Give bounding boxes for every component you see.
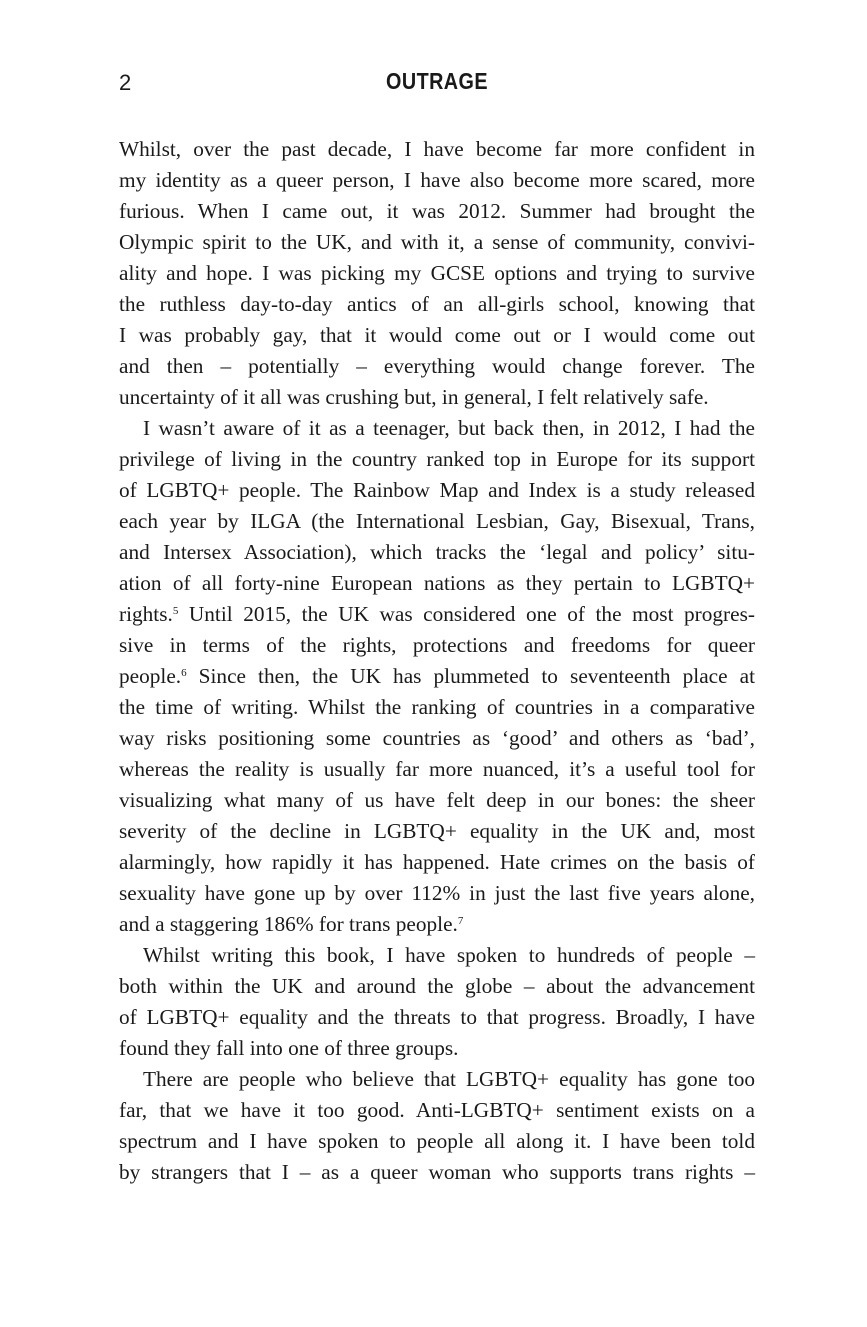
text-line: severity of the decline in LGBTQ+ equality in the UK and, most (119, 819, 755, 843)
text-line-with-footnote (119, 909, 755, 940)
footnote-marker-7[interactable]: 7 (457, 915, 464, 927)
page-header (119, 68, 755, 102)
text-segment: and a staggering 186% for trans people. (119, 912, 458, 936)
page-number: 2 (119, 70, 132, 95)
text-line: privilege of living in the country ranked top in Europe for its support (119, 447, 755, 471)
text-line: each year by ILGA (the International Lesbian, Gay, Bisexual, Trans, (119, 509, 755, 533)
text-line: sive in terms of the rights, protections and freedoms for queer (119, 633, 755, 657)
text-line: There are people who believe that LGBTQ+ equality has gone too (143, 1067, 755, 1091)
paragraph-3 (119, 940, 755, 1064)
text-line: of LGBTQ+ people. The Rainbow Map and Index is a study released (119, 478, 755, 502)
text-line-with-footnote (119, 661, 755, 692)
footnote-marker-6[interactable]: 6 (181, 667, 187, 679)
body-text (119, 134, 755, 1188)
text-line: whereas the reality is usually far more nuanced, it’s a useful tool for (119, 757, 755, 781)
text-line: alarmingly, how rapidly it has happened. Hate crimes on the basis of (119, 850, 755, 874)
text-line: far, that we have it too good. Anti-LGBTQ+ sentiment exists on a (119, 1098, 755, 1122)
text-line: way risks positioning some countries as ‘good’ and others as ‘bad’, (119, 726, 755, 750)
footnote-marker-5[interactable]: 5 (172, 605, 179, 617)
text-line: the ruthless day-to-day antics of an all-girls school, knowing that (119, 292, 755, 316)
text-line: and Intersex Association), which tracks the ‘legal and policy’ situ- (119, 540, 755, 564)
text-line: both within the UK and around the globe – about the advancement (119, 974, 755, 998)
paragraph-4 (119, 1064, 755, 1188)
text-line: found they fall into one of three groups. (119, 1036, 459, 1060)
text-line: visualizing what many of us have felt deep in our bones: the sheer (119, 788, 755, 812)
text-segment: Since then, the UK has plummeted to seventeenth place at (186, 664, 755, 688)
text-line: the time of writing. Whilst the ranking of countries in a comparative (119, 695, 755, 719)
text-line: Whilst writing this book, I have spoken to hundreds of people – (143, 943, 755, 967)
text-line: my identity as a queer person, I have also become more scared, more (119, 168, 755, 192)
text-line: by strangers that I – as a queer woman who supports trans rights – (119, 1160, 755, 1184)
text-line: I was probably gay, that it would come out or I would come out (119, 323, 755, 347)
text-line: ality and hope. I was picking my GCSE options and trying to survive (119, 261, 755, 285)
text-line: Whilst, over the past decade, I have become far more confident in (119, 137, 755, 161)
paragraph-2 (119, 413, 755, 940)
text-line: and then – potentially – everything would change forever. The (119, 354, 755, 378)
text-segment: Until 2015, the UK was considered one of the most progres- (178, 602, 755, 626)
text-segment: people. (119, 664, 182, 688)
paragraph-1 (119, 134, 755, 413)
text-line: of LGBTQ+ equality and the threats to that progress. Broadly, I have (119, 1005, 755, 1029)
text-segment: rights. (119, 602, 173, 626)
text-line: spectrum and I have spoken to people all along it. I have been told (119, 1129, 755, 1153)
text-line: Olympic spirit to the UK, and with it, a sense of community, convivi- (119, 230, 755, 254)
text-line: sexuality have gone up by over 112% in just the last five years alone, (119, 881, 755, 905)
text-line: furious. When I came out, it was 2012. Summer had brought the (119, 199, 755, 223)
running-head-title: OUTRAGE (386, 68, 488, 94)
text-line: I wasn’t aware of it as a teenager, but back then, in 2012, I had the (143, 416, 755, 440)
text-line-with-footnote (119, 599, 755, 630)
text-line: ation of all forty-nine European nations as they pertain to LGBTQ+ (119, 571, 755, 595)
text-line: uncertainty of it all was crushing but, in general, I felt relatively safe. (119, 385, 709, 409)
